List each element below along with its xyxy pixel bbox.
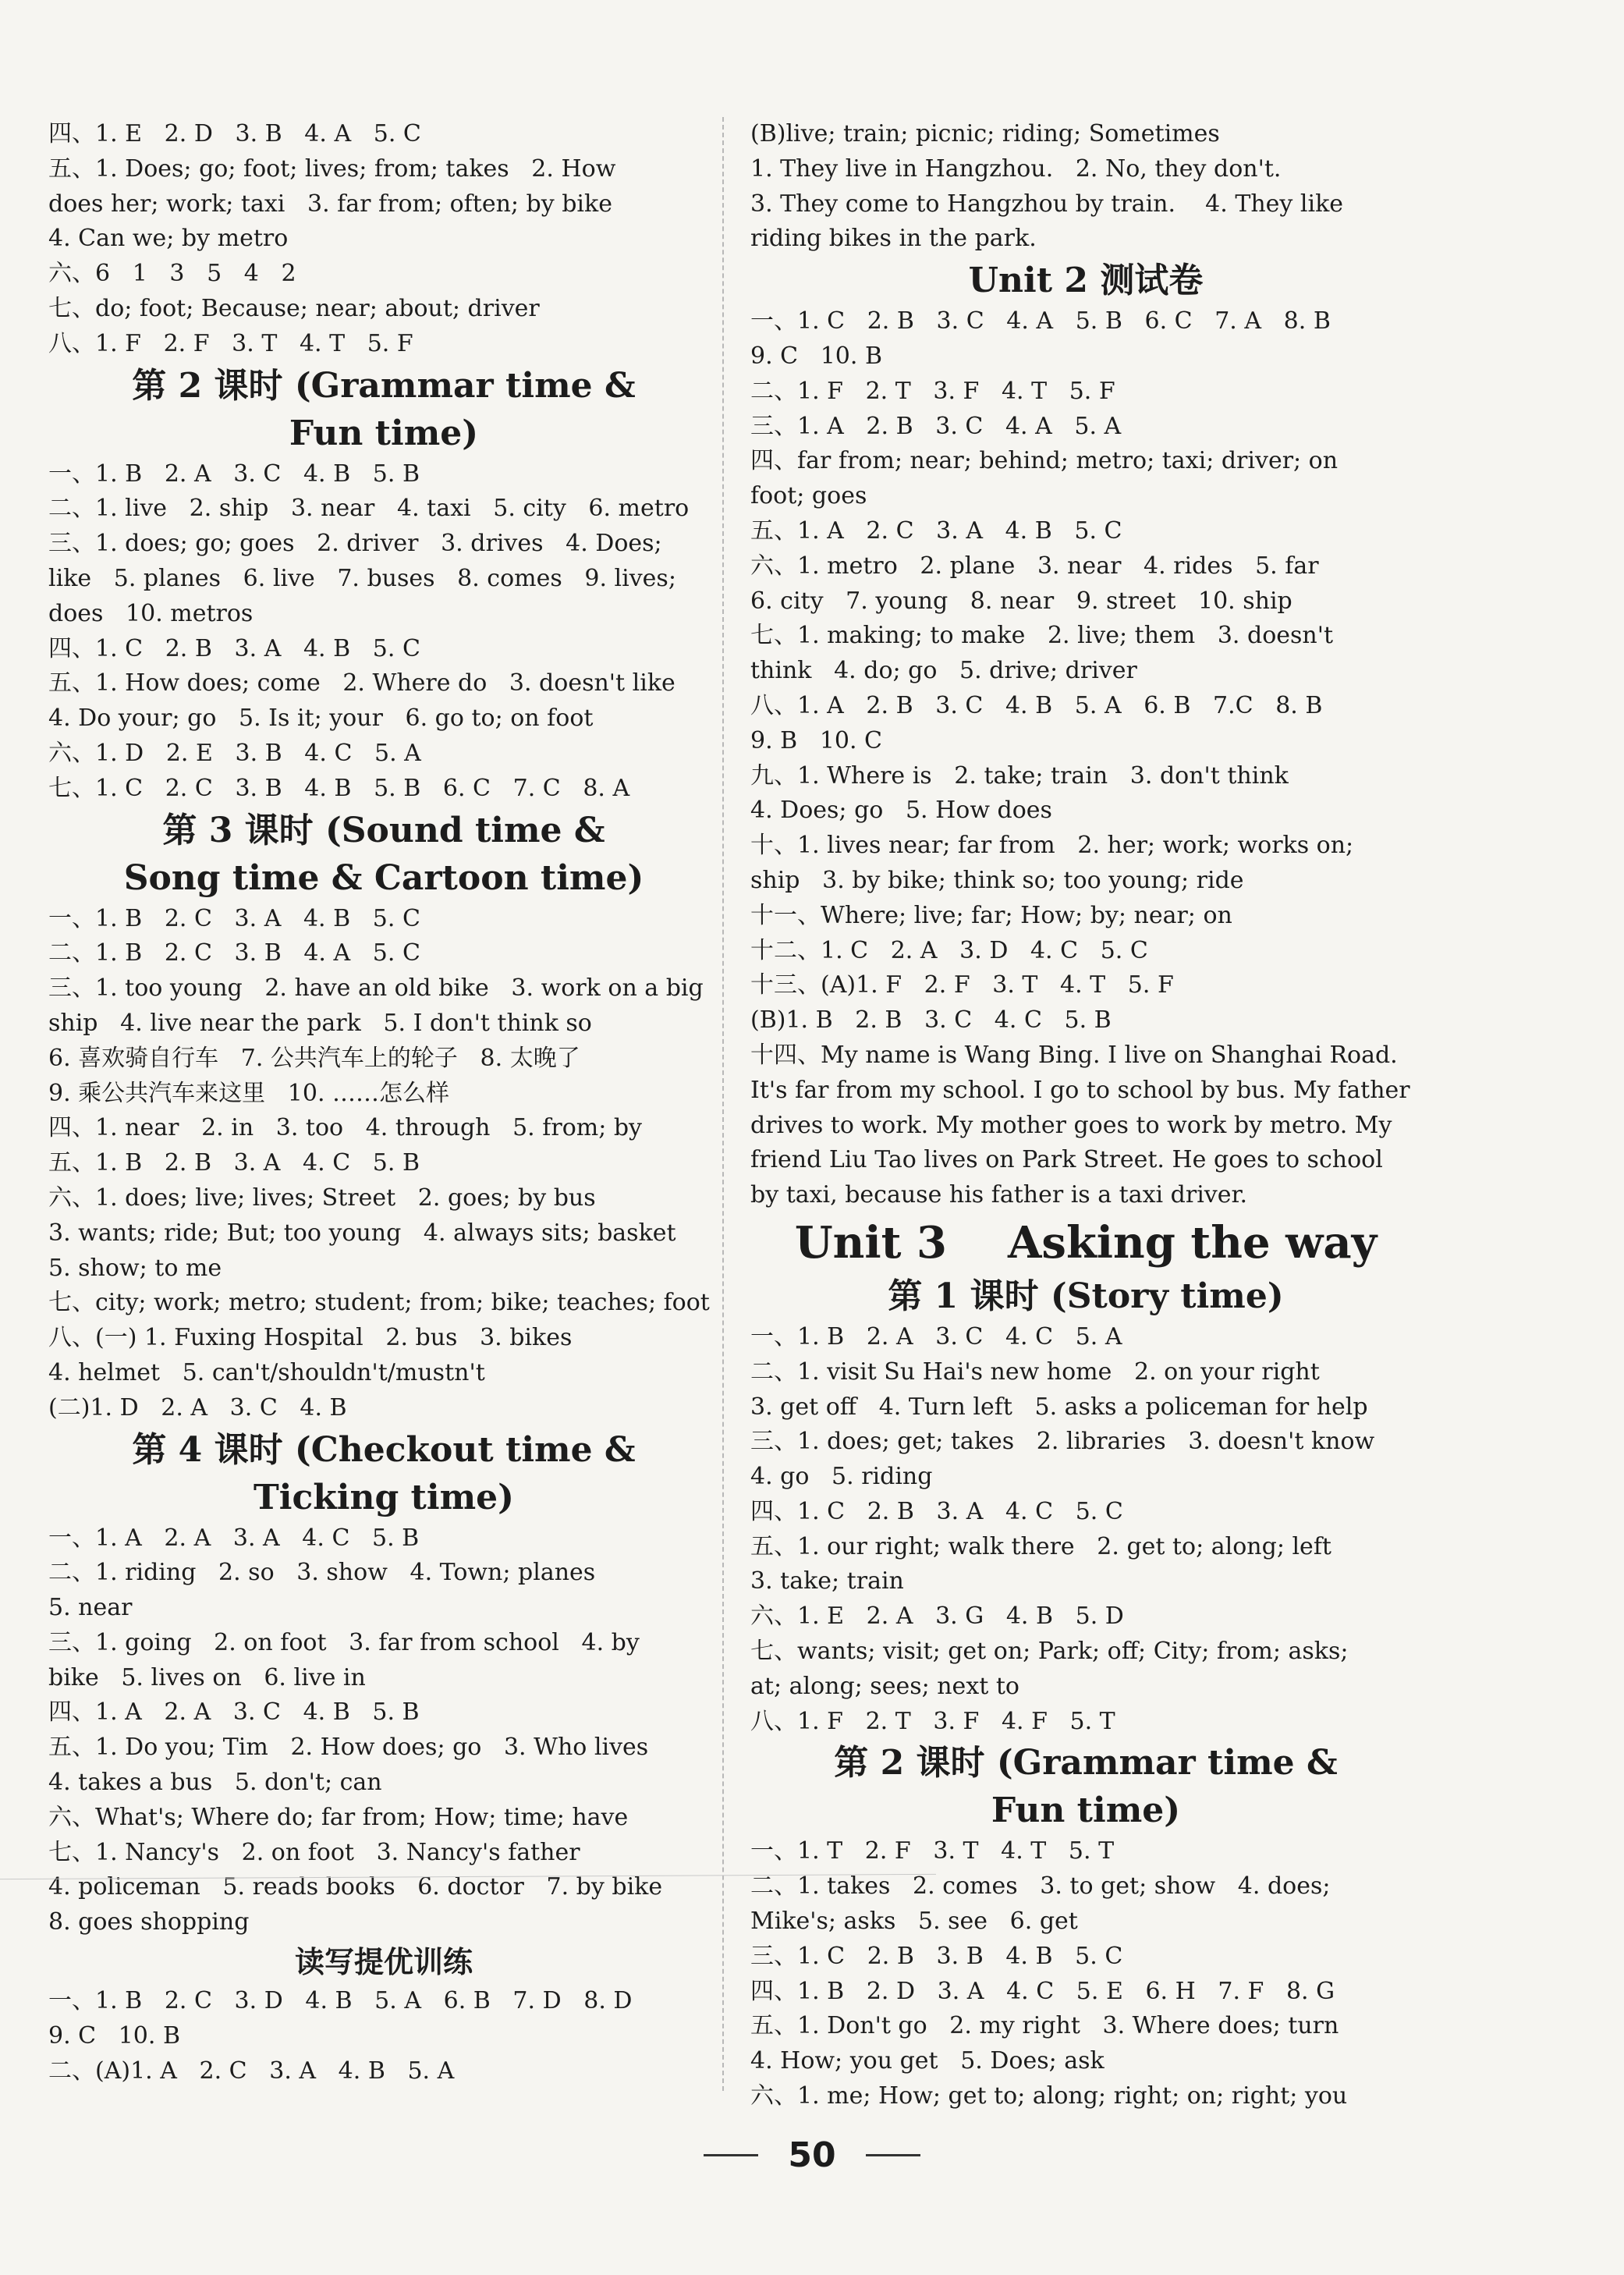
answer-line: bike 5. lives on 6. live in — [48, 1663, 366, 1691]
section-heading: Fun time) — [991, 1791, 1181, 1831]
answer-line: 六、What's; Where do; far from; How; time; have — [48, 1803, 629, 1831]
page-number: 50 — [788, 2135, 836, 2175]
answer-line: think 4. do; go 5. drive; driver — [750, 657, 1137, 685]
answer-line: 9. C 10. B — [48, 2021, 181, 2050]
answer-line: (二)1. D 2. A 3. C 4. B — [48, 1393, 347, 1421]
left-column — [48, 117, 719, 2089]
answer-line: 四、1. A 2. A 3. C 4. B 5. B — [48, 1698, 420, 1727]
answer-line: does her; work; taxi 3. far from; often; by bike — [48, 190, 612, 218]
answer-line: ship 3. by bike; think so; too young; ride — [750, 866, 1244, 894]
answer-line: 六、1. E 2. A 3. G 4. B 5. D — [750, 1602, 1124, 1631]
answer-line: 三、1. too young 2. have an old bike 3. work on a big — [48, 974, 704, 1003]
answer-line: (B)live; train; picnic; riding; Sometimes — [750, 120, 1220, 147]
section-heading: 第 3 课时 (Sound time & — [162, 810, 605, 850]
answer-line: 6. 喜欢骑自行车 7. 公共汽车上的轮子 8. 太晚了 — [48, 1044, 580, 1072]
section-heading: Fun time) — [289, 413, 479, 453]
answer-line: 3. They come to Hangzhou by train. 4. They like — [750, 190, 1344, 218]
answer-line: 八、1. F 2. F 3. T 4. T 5. F — [48, 329, 413, 357]
answer-line: 3. get off 4. Turn left 5. asks a policeman for help — [750, 1393, 1368, 1421]
section-heading: 第 1 课时 (Story time) — [888, 1276, 1284, 1316]
answer-line: 5. show; to me — [48, 1254, 222, 1282]
answer-line: drives to work. My mother goes to work by metro. My — [750, 1111, 1392, 1139]
answer-line: 1. They live in Hangzhou. 2. No, they don't. — [750, 154, 1282, 183]
answer-line: 一、1. B 2. C 3. A 4. B 5. C — [48, 904, 420, 932]
answer-line: 4. Can we; by metro — [48, 225, 289, 253]
answer-line: foot; goes — [750, 482, 867, 510]
answer-line: 二、1. F 2. T 3. F 4. T 5. F — [750, 377, 1115, 405]
answer-line: 六、1. does; live; lives; Street 2. goes; by bus — [48, 1184, 596, 1212]
answer-line: 一、1. B 2. A 3. C 4. B 5. B — [48, 460, 420, 488]
answer-line: 四、1. B 2. D 3. A 4. C 5. E 6. H 7. F 8. G — [750, 1977, 1335, 2005]
answer-line: 四、1. C 2. B 3. A 4. C 5. C — [750, 1497, 1123, 1525]
answer-line: 五、1. Does; go; foot; lives; from; takes 2. How — [48, 154, 616, 183]
answer-line: 十四、My name is Wang Bing. I live on Shanghai Road. — [750, 1041, 1398, 1069]
answer-line: 二、1. riding 2. so 3. show 4. Town; planes — [48, 1559, 596, 1587]
answer-line: 七、do; foot; Because; near; about; driver — [48, 294, 540, 322]
answer-line: 9. 乘公共汽车来这里 10. ……怎么样 — [48, 1079, 450, 1107]
answer-line: 一、1. A 2. A 3. A 4. C 5. B — [48, 1524, 420, 1552]
answer-line: 二、(A)1. A 2. C 3. A 4. B 5. A — [48, 2057, 455, 2085]
answer-line: 9. C 10. B — [750, 342, 883, 370]
answer-line: 五、1. Don't go 2. my right 3. Where does; turn — [750, 2012, 1339, 2040]
answer-line: 9. B 10. C — [750, 726, 883, 754]
answer-line: 二、1. takes 2. comes 3. to get; show 4. does; — [750, 1872, 1331, 1901]
answer-line: 4. helmet 5. can't/shouldn't/mustn't — [48, 1358, 485, 1386]
answer-line: 4. Do your; go 5. Is it; your 6. go to; on foot — [48, 705, 594, 733]
answer-line: 6. city 7. young 8. near 9. street 10. ship — [750, 587, 1292, 615]
answer-line: 四、1. C 2. B 3. A 4. B 5. C — [48, 634, 420, 662]
answer-line: 一、1. B 2. A 3. C 4. C 5. A — [750, 1322, 1122, 1350]
answer-line: 三、1. C 2. B 3. B 4. B 5. C — [750, 1942, 1123, 1970]
answer-line: 七、1. making; to make 2. live; them 3. doesn't — [750, 622, 1334, 650]
answer-line: at; along; sees; next to — [750, 1672, 1019, 1700]
answer-line: 4. policeman 5. reads books 6. doctor 7. by bike — [48, 1873, 663, 1901]
answer-line: 8. goes shopping — [48, 1908, 250, 1936]
answer-line: 二、1. B 2. C 3. B 4. A 5. C — [48, 939, 420, 967]
unit-heading: Unit 3 Asking the way — [794, 1216, 1378, 1269]
answer-line: 六、1. metro 2. plane 3. near 4. rides 5. far — [750, 552, 1319, 580]
answer-line: 八、1. A 2. B 3. C 4. B 5. A 6. B 7.C 8. B — [750, 691, 1323, 719]
answer-line: 3. wants; ride; But; too young 4. always sits; basket — [48, 1219, 676, 1247]
answer-line: It's far from my school. I go to school by bus. My father — [750, 1076, 1410, 1104]
section-heading: 第 2 课时 (Grammar time & — [834, 1743, 1338, 1783]
answer-line: 七、1. C 2. C 3. B 4. B 5. B 6. C 7. C 8. A — [48, 774, 630, 802]
answer-line: 五、1. our right; walk there 2. get to; along; left — [750, 1532, 1331, 1560]
section-heading: 第 4 课时 (Checkout time & — [132, 1429, 636, 1470]
answer-line: 4. go 5. riding — [750, 1463, 933, 1491]
answer-line: 八、1. F 2. T 3. F 4. F 5. T — [750, 1707, 1115, 1735]
answer-line: 七、1. Nancy's 2. on foot 3. Nancy's father — [48, 1838, 580, 1866]
answer-line: 一、1. C 2. B 3. C 4. A 5. B 6. C 7. A 8. B — [750, 307, 1331, 335]
answer-line: 三、1. does; go; goes 2. driver 3. drives 4. Does; — [48, 530, 662, 558]
column-divider — [722, 117, 724, 2091]
answer-line: 3. take; train — [750, 1567, 904, 1595]
answer-line: 五、1. How does; come 2. Where do 3. doesn't like — [48, 669, 675, 697]
section-heading: Ticking time) — [254, 1477, 514, 1517]
answer-line: Mike's; asks 5. see 6. get — [750, 1908, 1078, 1936]
answer-line: 四、far from; near; behind; metro; taxi; driver; on — [750, 447, 1339, 475]
answer-line: 三、1. going 2. on foot 3. far from school 4. by — [48, 1628, 640, 1656]
answer-line: does 10. metros — [48, 599, 254, 627]
answer-line: 四、1. E 2. D 3. B 4. A 5. C — [48, 120, 421, 147]
footer-dash-left — [704, 2154, 758, 2156]
page-footer — [0, 2131, 1624, 2178]
answer-line: 十三、(A)1. F 2. F 3. T 4. T 5. F — [750, 971, 1174, 999]
answer-line: 五、1. Do you; Tim 2. How does; go 3. Who lives — [48, 1734, 649, 1762]
answer-line: like 5. planes 6. live 7. buses 8. comes 9. lives; — [48, 564, 676, 592]
answer-line: 六、1. me; How; get to; along; right; on; right; you — [750, 2082, 1348, 2110]
answer-line: 二、1. visit Su Hai's new home 2. on your right — [750, 1358, 1320, 1386]
answer-line: by taxi, because his father is a taxi driver. — [750, 1181, 1248, 1209]
answer-line: friend Liu Tao lives on Park Street. He goes to school — [750, 1146, 1383, 1174]
right-column — [750, 117, 1421, 2114]
answer-line: 六、1. D 2. E 3. B 4. C 5. A — [48, 739, 421, 767]
answer-line: 五、1. A 2. C 3. A 4. B 5. C — [750, 516, 1122, 545]
section-heading: Song time & Cartoon time) — [123, 857, 644, 898]
answer-line: 十二、1. C 2. A 3. D 4. C 5. C — [750, 936, 1148, 964]
answer-line: 五、1. B 2. B 3. A 4. C 5. B — [48, 1149, 420, 1177]
answer-line: 5. near — [48, 1594, 133, 1622]
section-subheading: 读写提优训练 — [294, 1944, 473, 1980]
answer-line: 九、1. Where is 2. take; train 3. don't think — [750, 761, 1289, 790]
answer-line: riding bikes in the park. — [750, 225, 1037, 253]
section-heading: 第 2 课时 (Grammar time & — [132, 365, 636, 406]
answer-line: 六、6 1 3 5 4 2 — [48, 260, 296, 288]
answer-line: (B)1. B 2. B 3. C 4. C 5. B — [750, 1006, 1112, 1035]
answer-line: 十一、Where; live; far; How; by; near; on — [750, 901, 1232, 929]
answer-line: 三、1. A 2. B 3. C 4. A 5. A — [750, 412, 1122, 440]
answer-line: 4. How; you get 5. Does; ask — [750, 2047, 1105, 2075]
answer-line: 4. Does; go 5. How does — [750, 797, 1052, 825]
answer-line: 十、1. lives near; far from 2. her; work; works on; — [750, 832, 1354, 860]
answer-line: ship 4. live near the park 5. I don't think so — [48, 1009, 592, 1037]
answer-line: 四、1. near 2. in 3. too 4. through 5. from; by — [48, 1114, 643, 1142]
answer-line: 4. takes a bus 5. don't; can — [48, 1769, 382, 1797]
answer-line: 一、1. B 2. C 3. D 4. B 5. A 6. B 7. D 8. D — [48, 1987, 633, 2015]
answer-line: 一、1. T 2. F 3. T 4. T 5. T — [750, 1837, 1115, 1865]
answer-line: 七、wants; visit; get on; Park; off; City; from; asks; — [750, 1638, 1349, 1666]
answer-line: 八、(一) 1. Fuxing Hospital 2. bus 3. bikes — [48, 1324, 573, 1352]
answer-line: 七、city; work; metro; student; from; bike; teaches; foot — [48, 1289, 710, 1317]
footer-dash-right — [866, 2154, 920, 2156]
section-heading: Unit 2 测试卷 — [968, 261, 1204, 301]
answer-line: 三、1. does; get; takes 2. libraries 3. doesn't know — [750, 1428, 1375, 1456]
answer-line: 二、1. live 2. ship 3. near 4. taxi 5. city 6. metro — [48, 495, 690, 523]
